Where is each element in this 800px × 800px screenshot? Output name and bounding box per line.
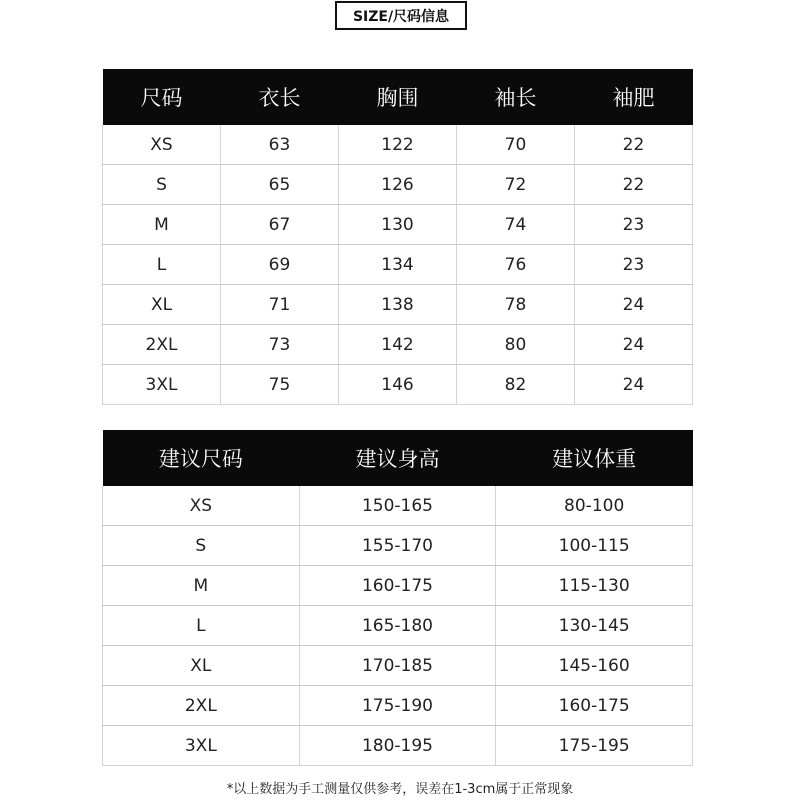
table-row [103,726,693,766]
table-row [103,165,693,205]
cell-size: XS [103,125,221,165]
table-row [103,205,693,245]
header-recommended-height: 建议身高 [299,430,496,486]
cell-sleeve-length: 72 [457,165,575,205]
table-row [103,285,693,325]
cell-size: XS [103,486,300,526]
header-sleeve-length: 袖长 [457,69,575,125]
cell-size: 3XL [103,726,300,766]
cell-height: 165-180 [299,606,496,646]
cell-sleeve-width: 24 [575,285,693,325]
table-row [103,365,693,405]
recommendation-table [102,430,693,766]
cell-weight: 115-130 [496,566,693,606]
cell-chest: 142 [339,325,457,365]
table-row [103,606,693,646]
header-size: 尺码 [103,69,221,125]
cell-size: M [103,566,300,606]
cell-sleeve-length: 78 [457,285,575,325]
header-recommended-weight: 建议体重 [496,430,693,486]
cell-chest: 146 [339,365,457,405]
cell-sleeve-width: 22 [575,165,693,205]
footnote: *以上数据为手工测量仅供参考，误差在1-3cm属于正常现象 [226,782,574,797]
cell-height: 160-175 [299,566,496,606]
cell-size: XL [103,646,300,686]
table-row [103,526,693,566]
cell-sleeve-length: 82 [457,365,575,405]
header-chest: 胸围 [339,69,457,125]
cell-sleeve-width: 24 [575,325,693,365]
cell-size: L [103,245,221,285]
cell-height: 175-190 [299,686,496,726]
cell-length: 65 [221,165,339,205]
cell-sleeve-length: 74 [457,205,575,245]
cell-height: 155-170 [299,526,496,566]
cell-height: 150-165 [299,486,496,526]
cell-size: XL [103,285,221,325]
cell-sleeve-width: 23 [575,245,693,285]
cell-sleeve-width: 22 [575,125,693,165]
cell-chest: 126 [339,165,457,205]
cell-length: 69 [221,245,339,285]
table-row [103,486,693,526]
measurement-table [102,69,693,405]
table-row [103,325,693,365]
header-length: 衣长 [221,69,339,125]
cell-sleeve-length: 80 [457,325,575,365]
cell-height: 180-195 [299,726,496,766]
cell-weight: 175-195 [496,726,693,766]
measurement-header-row [103,69,693,125]
cell-sleeve-width: 24 [575,365,693,405]
cell-sleeve-length: 70 [457,125,575,165]
cell-size: L [103,606,300,646]
cell-size: 2XL [103,686,300,726]
cell-height: 170-185 [299,646,496,686]
cell-size: 3XL [103,365,221,405]
cell-chest: 138 [339,285,457,325]
header-sleeve-width: 袖肥 [575,69,693,125]
page-title: SIZE/尺码信息 [335,1,467,30]
cell-length: 67 [221,205,339,245]
cell-size: 2XL [103,325,221,365]
cell-size: S [103,165,221,205]
cell-length: 63 [221,125,339,165]
cell-size: S [103,526,300,566]
cell-weight: 100-115 [496,526,693,566]
recommendation-header-row [103,430,693,486]
cell-weight: 160-175 [496,686,693,726]
cell-chest: 122 [339,125,457,165]
cell-length: 75 [221,365,339,405]
cell-chest: 134 [339,245,457,285]
table-row [103,125,693,165]
table-row [103,646,693,686]
cell-weight: 145-160 [496,646,693,686]
cell-weight: 80-100 [496,486,693,526]
table-row [103,566,693,606]
cell-sleeve-width: 23 [575,205,693,245]
cell-sleeve-length: 76 [457,245,575,285]
table-row [103,245,693,285]
cell-chest: 130 [339,205,457,245]
header-recommended-size: 建议尺码 [103,430,300,486]
cell-length: 73 [221,325,339,365]
cell-length: 71 [221,285,339,325]
table-row [103,686,693,726]
cell-weight: 130-145 [496,606,693,646]
cell-size: M [103,205,221,245]
